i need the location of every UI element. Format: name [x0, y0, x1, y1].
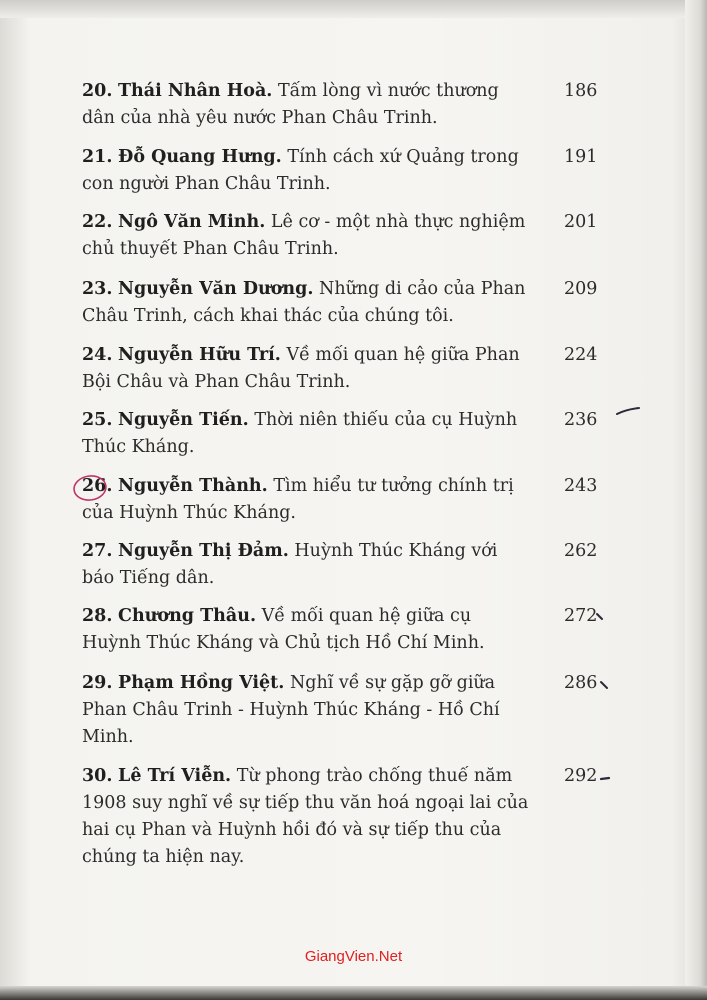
entry-page-number: 224: [564, 345, 598, 365]
entry-page-number: 209: [564, 279, 598, 299]
entry-page-number: 286: [564, 673, 598, 693]
pen-dash-mark-292: [598, 770, 612, 784]
entry-author: Ngô Văn Minh.: [118, 212, 266, 232]
entry-text: [82, 276, 532, 330]
pen-tick-mark-272: [594, 610, 608, 624]
entry-page-number: 186: [564, 81, 598, 101]
pen-circle-mark-26: [70, 472, 113, 506]
entry-number: 29.: [82, 673, 113, 693]
entry-number: 20.: [82, 81, 113, 101]
entry-number: 26.: [82, 476, 113, 496]
entry-page-number: 272: [564, 606, 598, 626]
entry-number: 28.: [82, 606, 113, 626]
entry-text: [82, 603, 532, 657]
entry-page-number: 191: [564, 147, 598, 167]
pen-tick-mark-286: [598, 678, 612, 692]
entry-title: Những di cảo của Phan Châu Trinh, cách khai thác của chúng tôi.: [82, 279, 526, 326]
entry-title: Về mối quan hệ giữa cụ Huỳnh Thúc Kháng và Chủ tịch Hồ Chí Minh.: [82, 606, 485, 653]
entry-text: [82, 670, 532, 751]
entry-title: Thời niên thiếu của cụ Huỳnh Thúc Kháng.: [82, 410, 518, 457]
entry-page-number: 201: [564, 212, 598, 232]
entry-text: [82, 473, 532, 527]
entry-title: Về mối quan hệ giữa Phan Bội Châu và Phan Châu Trinh.: [82, 345, 520, 392]
entry-page-number: 262: [564, 541, 598, 561]
entry-text: [82, 763, 532, 871]
entry-text: [82, 407, 532, 461]
entry-title: Nghĩ về sự gặp gỡ giữa Phan Châu Trinh - Huỳnh Thúc Kháng - Hồ Chí Minh.: [82, 673, 500, 747]
entry-author: Nguyễn Tiến.: [118, 410, 249, 430]
entry-number: 21.: [82, 147, 113, 167]
entry-title: Lê cơ - một nhà thực nghiệm chủ thuyết Phan Châu Trinh.: [82, 212, 526, 259]
page-right-shadow: [685, 0, 707, 1000]
entry-text: [82, 342, 532, 396]
entry-title: Tấm lòng vì nước thương dân của nhà yêu nước Phan Châu Trinh.: [82, 81, 499, 128]
page-bottom-shadow: [0, 986, 707, 1000]
entry-author: Nguyễn Văn Dương.: [118, 279, 314, 299]
entry-page-number: 243: [564, 476, 598, 496]
entry-title: Từ phong trào chống thuế năm 1908 suy nghĩ về sự tiếp thu văn hoá ngoại lai của hai cụ Phan và Huỳnh hồi đó và sự tiếp thu của chúng ta hiện nay.: [82, 766, 529, 867]
entry-author: Lê Trí Viễn.: [118, 766, 232, 786]
entry-text: [82, 78, 532, 132]
pen-dash-mark-236: [614, 404, 642, 418]
entry-number: 22.: [82, 212, 113, 232]
entry-text: [82, 209, 532, 263]
entry-page-number: 236: [564, 410, 598, 430]
entry-number: 30.: [82, 766, 113, 786]
page-top-shadow: [0, 0, 707, 18]
entry-title: Huỳnh Thúc Kháng với báo Tiếng dân.: [82, 541, 498, 588]
entry-text: [82, 538, 532, 592]
entry-page-number: 292: [564, 766, 598, 786]
entry-author: Nguyễn Hữu Trí.: [118, 345, 281, 365]
entry-author: Nguyễn Thị Đảm.: [118, 541, 289, 561]
watermark-text: GiangVien.Net: [304, 948, 403, 965]
entry-title: Tính cách xứ Quảng trong con người Phan Châu Trinh.: [82, 147, 519, 194]
entry-text: [82, 144, 532, 198]
entry-title: Tìm hiểu tư tưởng chính trị của Huỳnh Thúc Kháng.: [82, 476, 514, 523]
entry-number: 24.: [82, 345, 113, 365]
entry-author: Thái Nhân Hoà.: [118, 81, 273, 101]
entry-author: Chương Thâu.: [118, 606, 257, 626]
entry-author: Đỗ Quang Hưng.: [118, 147, 282, 167]
entry-number: 25.: [82, 410, 113, 430]
entry-author: Phạm Hồng Việt.: [118, 673, 285, 693]
entry-number: 27.: [82, 541, 113, 561]
entry-author: Nguyễn Thành.: [118, 476, 268, 496]
entry-number: 23.: [82, 279, 113, 299]
